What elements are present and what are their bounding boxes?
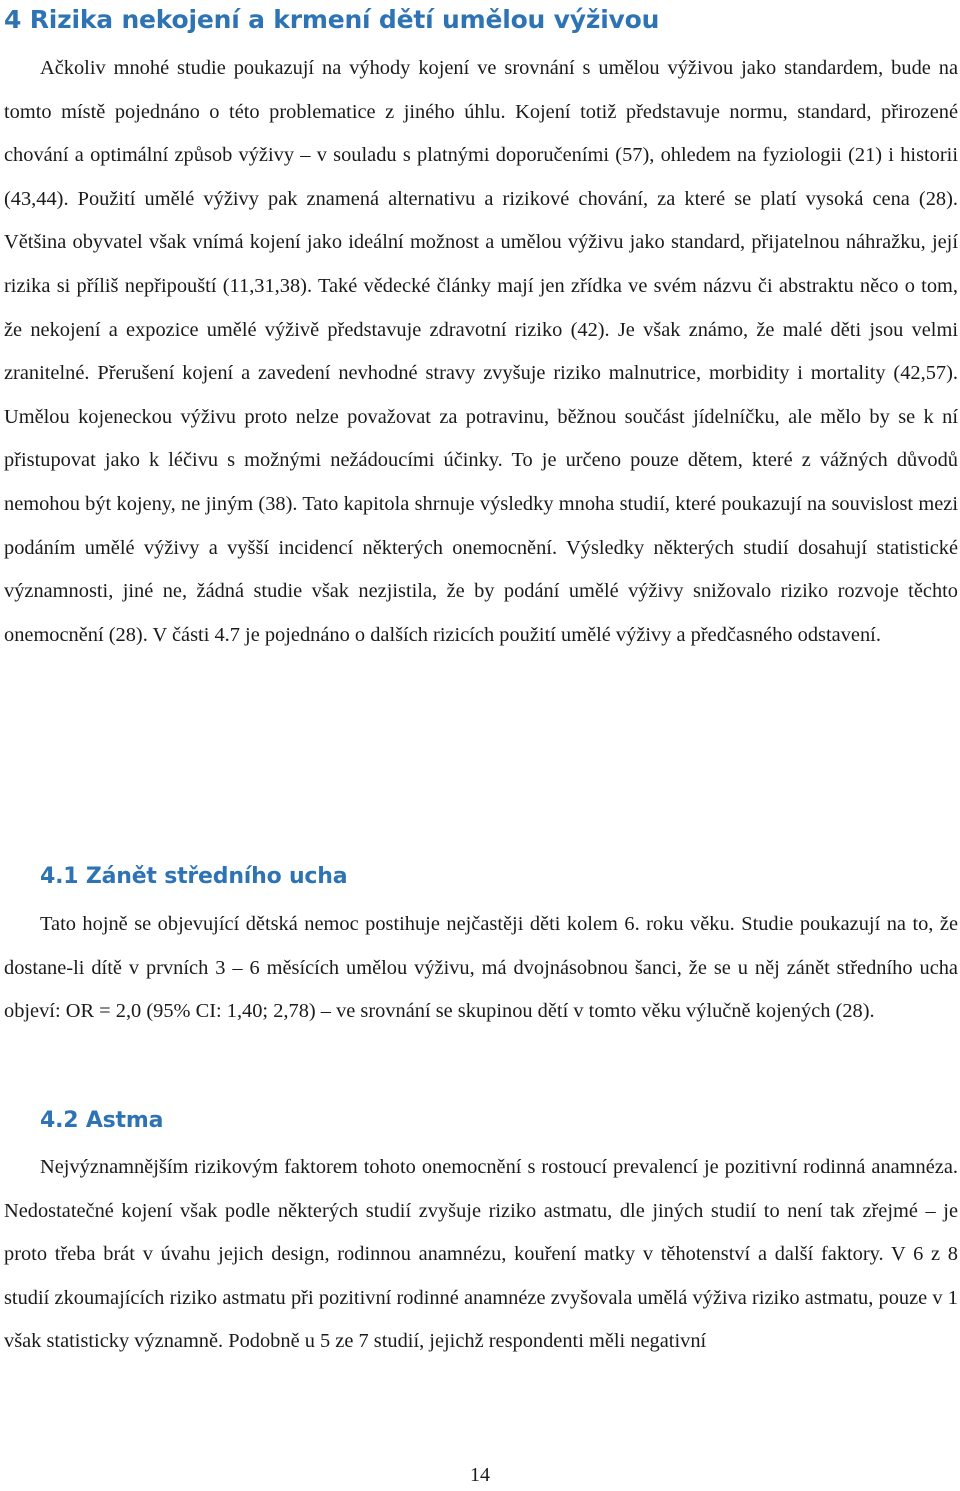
chapter-title: 4 Rizika nekojení a krmení dětí umělou výživou (4, 5, 660, 34)
section-title-otitis: 4.1 Zánět středního ucha (40, 864, 348, 889)
section-paragraph-asthma: Nejvýznamnějším rizikovým faktorem tohoto onemocnění s rostoucí prevalencí je pozitivní rodinná anamnéza. Nedostatečné kojení však podle některých studií zvyšuje riziko astmatu, dle jiných studií to není tak zřejmé – je proto třeba brát v úvahu jejich design, rodinnou anamnézu, kouření matky v těhotenství a další faktory. V 6 z 8 studií zkoumajících riziko astmatu při pozitivní rodinné anamnéze zvyšovala umělá výživa riziko astmatu, pouze v 1 však statisticky významně. Podobně u 5 ze 7 studií, jejichž respondenti měli negativní (4, 1156, 958, 1353)
section-paragraph-otitis: Tato hojně se objevující dětská nemoc postihuje nejčastěji děti kolem 6. roku věku. Studie poukazují na to, že dostane-li dítě v prvních 3 – 6 měsících umělou výživu, má dvojnásobnou šanci, že se u něj zánět středního ucha objeví: OR = 2,0 (95% CI: 1,40; 2,78) – ve srovnání se skupinou dětí v tomto věku výlučně kojených (28). (4, 913, 958, 1023)
chapter-intro-paragraph: Ačkoliv mnohé studie poukazují na výhody kojení ve srovnání s umělou výživou jako standardem, bude na tomto místě pojednáno o této problematice z jiného úhlu. Kojení totiž představuje normu, standard, přirozené chování a optimální způsob výživy – v souladu s platnými doporučeními (57), ohledem na fyziologii (21) i historii (43,44). Použití umělé výživy pak znamená alternativu a rizikové chování, za které se platí vysoká cena (28). Většina obyvatel však vnímá kojení jako ideální možnost a umělou výživu jako standard, přijatelnou náhražku, její rizika si příliš nepřipouští (11,31,38). Také vědecké články mají jen zřídka ve svém názvu či abstraktu něco o tom, že nekojení a expozice umělé výživě představuje zdravotní riziko (42). Je však známo, že malé děti jsou velmi zranitelné. Přerušení kojení a zavedení nevhodné stravy zvyšuje riziko malnutrice, morbidity i mortality (42,57). Umělou kojeneckou výživu proto nelze považovat za potravinu, běžnou součást jídelníčku, ale mělo by se k ní přistupovat jako k léčivu s možnými nežádoucími účinky. To je určeno pouze dětem, které z vážných důvodů nemohou být kojeny, ne jiným (38). Tato kapitola shrnuje výsledky mnoha studií, které poukazují na souvislost mezi podáním umělé výživy a vyšší incidencí některých onemocnění. Výsledky některých studií dosahují statistické významnosti, jiné ne, žádná studie však nezjistila, že by podání umělé výživy snižovalo riziko rozvoje těchto onemocnění (28). V části 4.7 je pojednáno o dalších rizicích použití umělé výživy a předčasného odstavení. (4, 57, 958, 646)
section-title-asthma: 4.2 Astma (40, 1108, 164, 1133)
page-number: 14 (470, 1464, 490, 1486)
